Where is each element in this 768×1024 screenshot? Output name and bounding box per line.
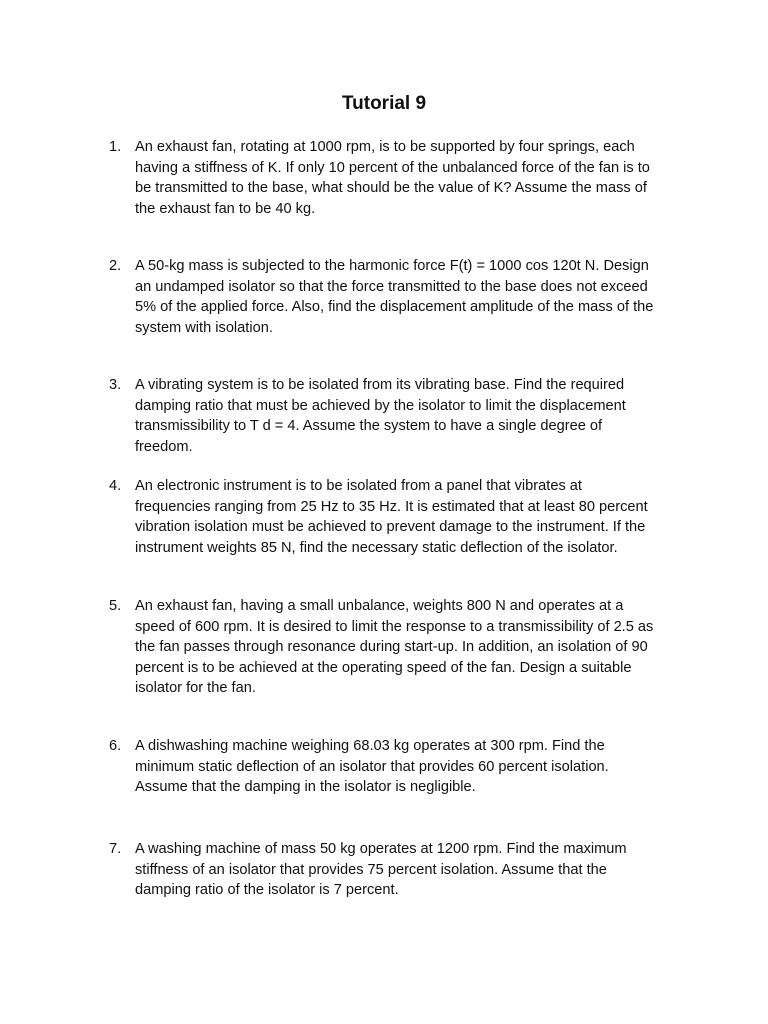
question-line: 5% of the applied force. Also, find the displacement amplitude of the mass of the [135, 299, 654, 315]
page-title: Tutorial 9 [341, 93, 427, 114]
question-line: An exhaust fan, rotating at 1000 rpm, is to be supported by four springs, each [135, 139, 635, 155]
question-line: percent is to be achieved at the operating speed of the fan. Design a suitable [135, 659, 632, 676]
question-line: system with isolation. [135, 319, 273, 336]
question-line: the exhaust fan to be 40 kg. [135, 200, 316, 217]
question-line: An electronic instrument is to be isolated from a panel that vibrates at [135, 478, 582, 494]
question-line: freedom. [135, 438, 193, 455]
question-line: vibration isolation must be achieved to prevent damage to the instrument. If the [135, 519, 646, 535]
question-line: instrument weights 85 N, find the necessary static deflection of the isolator. [135, 539, 618, 556]
question-line: be transmitted to the base, what should be the value of K? Assume the mass of [135, 180, 647, 196]
question-text [135, 256, 695, 338]
question-line: transmissibility to T d = 4. Assume the system to have a single degree of [135, 418, 603, 434]
question-text [135, 736, 695, 798]
question-text [135, 596, 695, 699]
question-number: 5. [109, 598, 122, 614]
question-line: damping ratio that must be achieved by the isolator to limit the displacement [135, 397, 626, 414]
question-line: Assume that the damping in the isolator is negligible. [135, 779, 476, 795]
question-line: the fan passes through resonance during start-up. In addition, an isolation of 90 [135, 639, 648, 655]
question-line: stiffness of an isolator that provides 75 percent isolation. Assume that the [135, 861, 607, 878]
question-number: 7. [109, 841, 122, 857]
question-line: A vibrating system is to be isolated from its vibrating base. Find the required [135, 377, 625, 393]
question-number: 3. [109, 377, 122, 393]
question-line: minimum static deflection of an isolator that provides 60 percent isolation. [135, 758, 609, 775]
question-line: damping ratio of the isolator is 7 percent. [135, 882, 399, 898]
question-line: A washing machine of mass 50 kg operates at 1200 rpm. Find the maximum [135, 841, 627, 857]
question-line: isolator for the fan. [135, 680, 256, 696]
question-line: A dishwashing machine weighing 68.03 kg operates at 300 rpm. Find the [135, 738, 605, 754]
question-text [135, 375, 695, 457]
question-line: An exhaust fan, having a small unbalance, weights 800 N and operates at a [135, 598, 624, 614]
question-number: 2. [109, 258, 122, 274]
question-text [135, 137, 695, 219]
question-line: an undamped isolator so that the force transmitted to the base does not exceed [135, 278, 648, 295]
question-line: having a stiffness of K. If only 10 percent of the unbalanced force of the fan is to [135, 159, 650, 176]
question-line: frequencies ranging from 25 Hz to 35 Hz. It is estimated that at least 80 percent [135, 498, 648, 515]
question-number: 6. [109, 738, 122, 754]
question-number: 1. [109, 139, 122, 155]
question-line: speed of 600 rpm. It is desired to limit the response to a transmissibility of 2.5 as [135, 618, 654, 635]
question-text [135, 839, 695, 901]
question-number: 4. [109, 478, 122, 494]
question-line: A 50-kg mass is subjected to the harmonic force F(t) = 1000 cos 120t N. Design [135, 258, 649, 274]
question-text [135, 476, 695, 558]
